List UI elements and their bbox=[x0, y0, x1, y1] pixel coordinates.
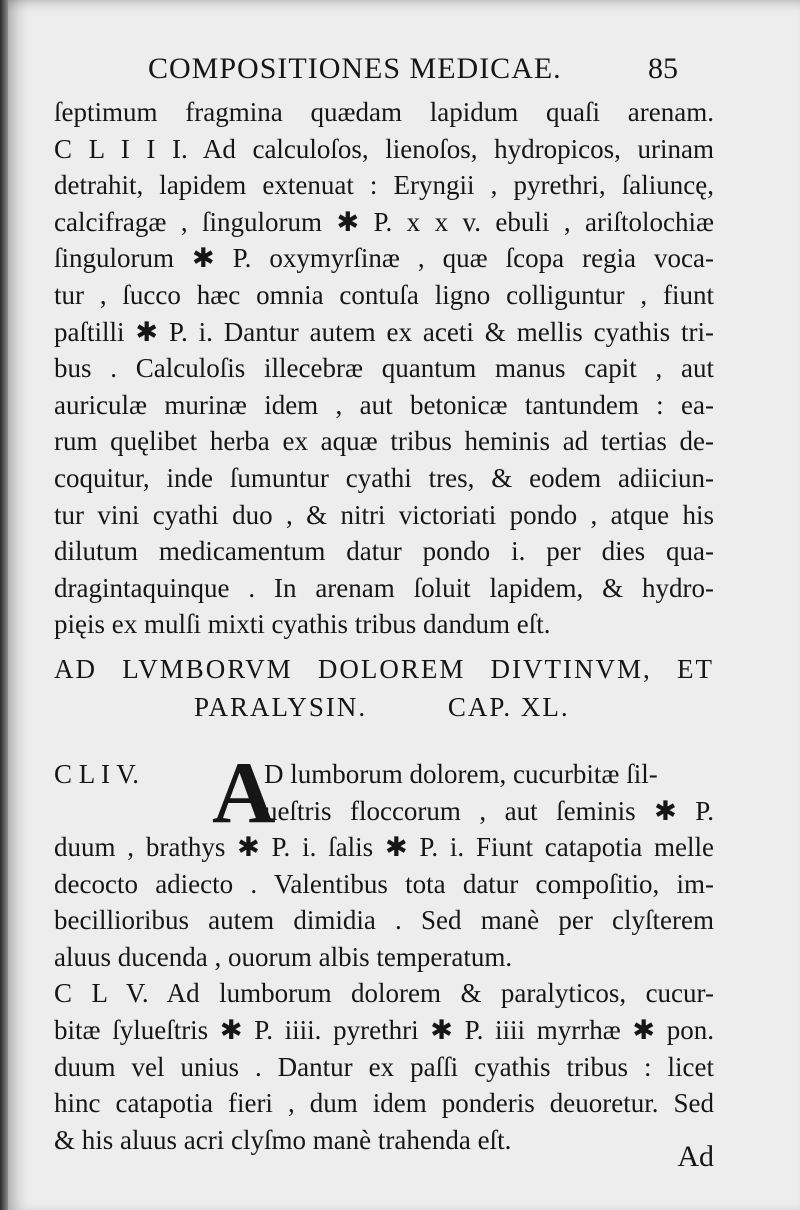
chapter-title-paralysin: PARALYSIN. bbox=[194, 692, 368, 722]
text-line: C L V. Ad lumborum dolorem & paralyticos, cucur- bbox=[54, 978, 714, 1009]
running-title: COMPOSITIONES MEDICAE. bbox=[148, 52, 562, 85]
text-line: tur , ſucco hæc omnia contuſa ligno colliguntur , fiunt bbox=[54, 279, 714, 310]
text-fragment: D lumborum dolorem, cucurbitæ ſil- bbox=[264, 759, 658, 789]
entry-number: C L I V. bbox=[54, 759, 140, 789]
text-line: decocto adiecto . Valentibus tota datur compoſitio, im- bbox=[54, 868, 714, 899]
text-line: calcifragæ , ſingulorum ✱ P. x x v. ebuli , ariſtolochiæ bbox=[54, 206, 714, 237]
chapter-title-line1: AD LVMBORVM DOLOREM DIVTINVM, ET bbox=[54, 654, 714, 684]
text-line: C L I I I. Ad calculoſos, lienoſos, hydropicos, urinam bbox=[54, 133, 714, 164]
text-line: auriculæ murinæ idem , aut betonicæ tantundem : ea- bbox=[54, 389, 714, 420]
text-line: duum , brathys ✱ P. i. ſalis ✱ P. i. Fiunt catapotia melle bbox=[54, 832, 714, 862]
text-line: becillioribus autem dimidia . Sed manè per clyſterem bbox=[54, 905, 714, 936]
text-line: dilutum medicamentum datur pondo i. per dies qua- bbox=[54, 536, 714, 567]
text-line: ueſtris floccorum , aut ſeminis ✱ P. bbox=[264, 795, 714, 826]
page-gutter-shadow bbox=[0, 0, 8, 1210]
catchword: Ad bbox=[677, 1140, 714, 1173]
section-a-text bbox=[54, 94, 714, 643]
chapter-heading bbox=[54, 650, 714, 726]
text-line: bus . Calculoſis illecebræ quantum manus capit , aut bbox=[54, 353, 714, 384]
chapter-title-line2 bbox=[54, 688, 714, 726]
page-number: 85 bbox=[648, 52, 678, 85]
text-line bbox=[54, 756, 714, 793]
text-line: paſtilli ✱ P. i. Dantur autem ex aceti & mellis cyathis tri- bbox=[54, 316, 714, 347]
text-line: bitæ ſylueſtris ✱ P. iiii. pyrethri ✱ P. iiii myrrhæ ✱ pon. bbox=[54, 1014, 714, 1045]
drop-cap-letter: A bbox=[212, 745, 276, 842]
book-page bbox=[8, 0, 800, 1210]
text-line: pięis ex mulſi mixti cyathis tribus dandum eſt. bbox=[54, 609, 551, 640]
chapter-number: CAP. XL. bbox=[447, 692, 570, 722]
text-line: dragintaquinque . In arenam ſoluit lapidem, & hydro- bbox=[54, 572, 714, 603]
page-header bbox=[148, 52, 678, 92]
text-line: ſingulorum ✱ P. oxymyrſinæ , quæ ſcopa regia voca- bbox=[54, 243, 714, 274]
text-line: ſeptimum fragmina quædam lapidum quaſi arenam. bbox=[54, 97, 714, 127]
section-b-text bbox=[54, 745, 714, 1158]
drop-cap-block bbox=[54, 745, 714, 842]
text-line: aluus ducenda , ouorum albis temperatum. bbox=[54, 941, 513, 972]
text-line: & his aluus acri clyſmo manè trahenda eſt. bbox=[54, 1124, 512, 1155]
text-line: duum vel unius . Dantur ex paſſi cyathis tribus : licet bbox=[54, 1051, 714, 1082]
text-line: coquitur, inde ſumuntur cyathi tres, & eodem adiiciun- bbox=[54, 462, 714, 493]
text-line: hinc catapotia fieri , dum idem ponderis deuoretur. Sed bbox=[54, 1088, 714, 1119]
text-line: tur vini cyathi duo , & nitri victoriati pondo , atque his bbox=[54, 499, 714, 530]
text-line: rum quęlibet herba ex aquæ tribus heminis ad tertias de- bbox=[54, 426, 714, 457]
text-line: detrahit, lapidem extenuat : Eryngii , pyrethri, ſaliuncę, bbox=[54, 170, 714, 201]
